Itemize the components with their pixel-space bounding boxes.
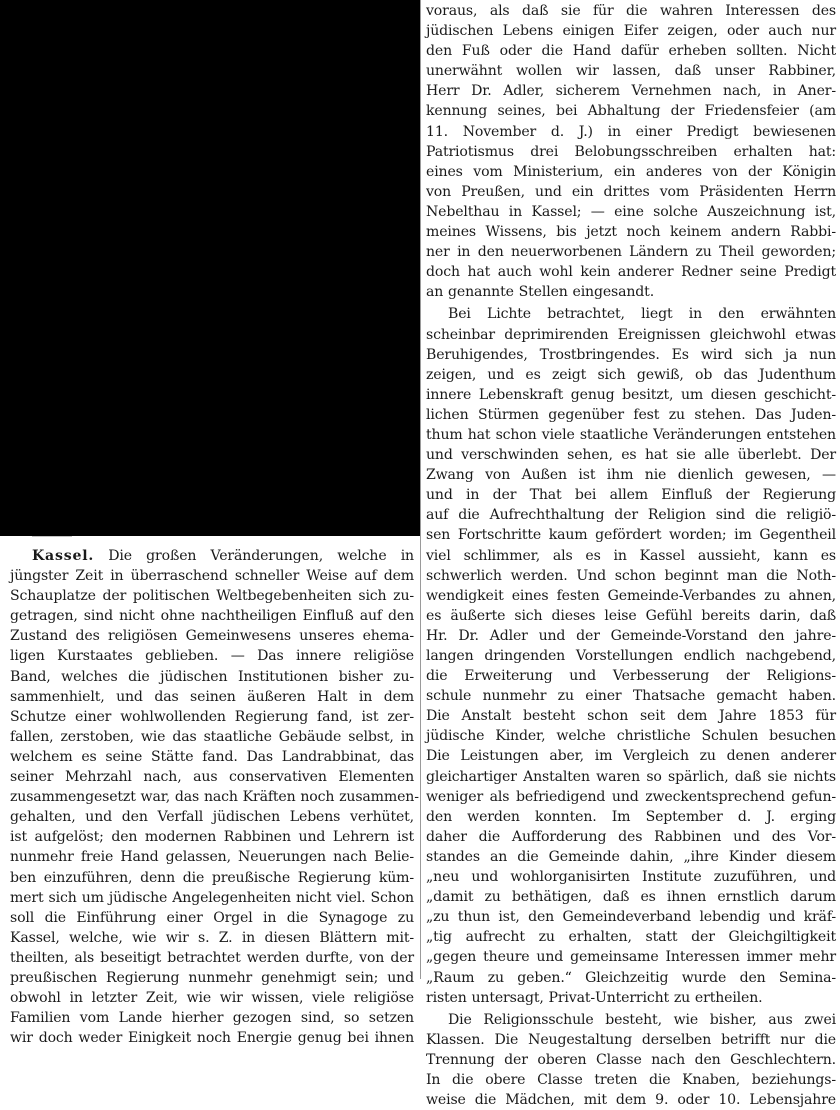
text-line: doch hat auch wohl kein anderer Redner seine Predigt	[426, 264, 836, 281]
text-line: den werden konnten. Im September d. J. erging	[426, 808, 836, 825]
text-line: preußischen Regierung nunmehr genehmigt sein; und	[10, 969, 414, 986]
text-line: viel schlimmer, als es in Kassel aussieht, kann es	[426, 547, 836, 564]
text-line: Trennung der oberen Classe nach den Geschlechtern.	[426, 1051, 836, 1068]
text-line: „damit zu bethätigen, daß es ihnen ernstlich darum	[426, 889, 836, 906]
text-line: meines Wissens, bis jetzt noch keinem andern Rabbi-	[426, 224, 836, 241]
text-line: wendigkeit eines festen Gemeinde-Verbandes zu ahnen,	[426, 587, 836, 604]
text-line: innere Lebenskraft genug besitzt, um diesen geschicht-	[426, 386, 836, 403]
text-line: 11. November d. J.) in einer Predigt bewiesenen	[426, 123, 836, 140]
text-line: Klassen. Die Neugestaltung derselben betrifft nur die	[426, 1031, 836, 1048]
text-line: jüdischen Lebens einigen Eifer zeigen, oder auch nur	[426, 23, 836, 40]
text-line: welchem es seine Stätte fand. Das Landrabbinat, das	[10, 748, 414, 765]
text-line: und verschwinden sehen, es hat sie alle überlebt. Der	[426, 447, 836, 464]
text-line: auf die Aufrechthaltung der Religion sind die religiö-	[426, 507, 836, 524]
text-line: Die Leistungen aber, im Vergleich zu denen anderer	[426, 748, 836, 765]
text-line: thum hat schon viele staatliche Veränderungen entstehen	[426, 426, 836, 443]
text-line: „tig aufrecht zu erhalten, statt der Gleichgiltigkeit	[426, 929, 836, 946]
text-line: weise die Mädchen, mit dem 9. oder 10. Lebensjahre	[426, 1092, 836, 1109]
paragraph	[426, 1010, 836, 1110]
text-line: ben einzuführen, denn die preußische Regierung küm-	[10, 869, 414, 886]
text-line: an genannte Stellen eingesandt.	[426, 284, 655, 301]
redacted-area	[0, 0, 420, 536]
text-line: weniger als befriedigend und zweckentsprechend gefun-	[426, 788, 836, 805]
text-line: „zu thun ist, den Gemeindeverband lebendig und kräf-	[426, 909, 836, 926]
text-line: unerwähnt wollen wir lassen, daß unser Rabbiner,	[426, 63, 836, 80]
text-line: seiner Mehrzahl nach, aus conservativen Elementen	[10, 769, 414, 786]
text-line: gleichartiger Anstalten waren so spärlich, daß sie nichts	[426, 768, 836, 785]
text-line: sen Fortschritte kaum gefördert worden; im Gegentheil	[426, 527, 836, 544]
text-line: es äußerte sich dieses leise Gefühl bereits darin, daß	[426, 607, 836, 624]
text-line: theilten, als beseitigt betrachtet werden durfte, von der	[10, 949, 414, 966]
text-line: fallen, zerstoben, wie das staatliche Gebäude selbst, in	[10, 728, 414, 745]
text-line: die Erweiterung und Verbesserung der Religions-	[426, 668, 836, 685]
text-line: Herr Dr. Adler, sicherem Vernehmen nach, in Aner-	[426, 83, 836, 100]
text-line: obwohl in letzter Zeit, wie wir wissen, viele religiöse	[10, 990, 414, 1007]
text-line: kennung seines, bei Abhaltung der Friedensfeier (am	[426, 103, 836, 120]
text-line: standes an die Gemeinde dahin, „ihre Kinder diesem	[426, 848, 836, 865]
left-column	[10, 536, 419, 1047]
text-line: Hr. Dr. Adler und der Gemeinde-Vorstand den jahre-	[426, 627, 836, 644]
text-line: wir doch weder Einigkeit noch Energie genug bei ihnen	[10, 1030, 414, 1047]
text-line: „gegen theure und gemeinsame Interessen immer mehr	[426, 949, 836, 966]
text-line: lichen Stürmen gegenüber fest zu stehen. Das Juden-	[426, 406, 836, 423]
text-line: Patriotismus drei Belobungsschreiben erhalten hat:	[426, 143, 836, 160]
text-line: Schauplatze der politischen Weltbegebenheiten sich zu-	[10, 588, 414, 605]
text-line: eines vom Ministerium, ein anderes von der Königin	[426, 163, 836, 180]
text-line: nunmehr freie Hand gelassen, Neuerungen nach Belie-	[10, 849, 414, 866]
text-line: Kassel, welche, wie wir s. Z. in diesen Blättern mit-	[10, 929, 414, 946]
text-line: Band, welches die jüdischen Institutionen bisher zu-	[10, 668, 414, 685]
text-line: Bei Lichte betrachtet, liegt in den erwähnten	[448, 306, 836, 323]
text-line: den Fuß oder die Hand dafür erheben sollten. Nicht	[426, 43, 836, 60]
text-line: Nebelthau in Kassel; — eine solche Auszeichnung ist,	[426, 203, 836, 220]
text-line: daher die Aufforderung des Rabbinen und des Vor-	[426, 828, 836, 845]
text-line: und in der That bei allem Einfluß der Regierung	[426, 487, 836, 504]
text-line: risten untersagt, Privat-Unterricht zu ertheilen.	[426, 989, 763, 1006]
text-line: zeigen, und es zeigt sich gewiß, ob das Judenthum	[426, 366, 836, 383]
text-line: schule nunmehr zu einer Thatsache gemacht haben.	[426, 688, 836, 705]
text-line: soll die Einführung einer Orgel in die Synagoge zu	[10, 909, 414, 926]
text-line: Die Anstalt besteht schon seit dem Jahre 1853 für	[426, 708, 836, 725]
text-line: jüngster Zeit in überraschend schneller Weise auf dem	[10, 568, 414, 585]
text-line: voraus, als daß sie für die wahren Interessen des	[426, 3, 836, 19]
text-line: von Preußen, und ein drittes vom Präsidenten Herrn	[426, 183, 836, 200]
text-line: mert sich um jüdische Angelegenheiten nicht viel. Schon	[10, 889, 414, 906]
text-line: gehalten, und den Verfall jüdischen Lebens verhütet,	[10, 809, 414, 826]
text-line: ner in den neuerworbenen Ländern zu Theil geworden;	[426, 244, 836, 261]
right-column	[426, 1, 836, 1109]
column-divider	[420, 0, 421, 979]
text-line: ligen Kurstaates geblieben. — Das innere religiöse	[10, 648, 414, 665]
text-line: „neu und wohlorganisirten Institute zuzuführen, und	[426, 869, 836, 886]
text-line: Beruhigendes, Trostbringendes. Es wird sich ja nun	[426, 346, 836, 363]
text-line: Schutze einer wohlwollenden Regierung fand, ist zer-	[10, 708, 414, 725]
text-line: In die obere Classe treten die Knaben, beziehungs-	[426, 1071, 836, 1088]
text-line: ist aufgelöst; den modernen Rabbinen und Lehrern ist	[10, 829, 414, 846]
paragraph	[426, 304, 836, 1007]
text-line: getragen, sind nicht ohne nachtheiligen Einfluß auf den	[10, 608, 414, 625]
place-heading: Kassel.	[32, 548, 95, 564]
text-line: zusammengesetzt war, das nach Kräften noch zusammen-	[10, 789, 419, 806]
text-line: langen dringenden Vorstellungen endlich nachgebend,	[426, 648, 836, 664]
text-line: Familien vom Lande hierher gezogen sind, so setzen	[10, 1010, 414, 1027]
text-line: schwerlich werden. Und schon beginnt man die Noth-	[426, 567, 836, 584]
text-line: Zwang von Außen ist ihm nie dienlich gewesen, —	[426, 467, 836, 484]
text-line: scheinbar deprimirenden Ereignissen gleichwohl etwas	[426, 326, 836, 343]
text-line: „Raum zu geben.“ Gleichzeitig wurde den Semina-	[426, 969, 836, 986]
cut-off-line-fragment	[32, 536, 72, 545]
text-line: Zustand des religiösen Gemeinwesens unseres ehema-	[10, 628, 414, 645]
text-line: Die großen Veränderungen, welche in	[108, 548, 414, 564]
text-line: Die Religionsschule besteht, wie bisher, aus zwei	[448, 1011, 836, 1028]
paragraph-continuation	[426, 1, 836, 302]
text-line: sammenhielt, und das seinen äußeren Halt in dem	[10, 688, 414, 705]
article-first-line	[10, 546, 414, 566]
text-line: jüdische Kinder, welche christliche Schulen besuchen	[426, 728, 836, 745]
